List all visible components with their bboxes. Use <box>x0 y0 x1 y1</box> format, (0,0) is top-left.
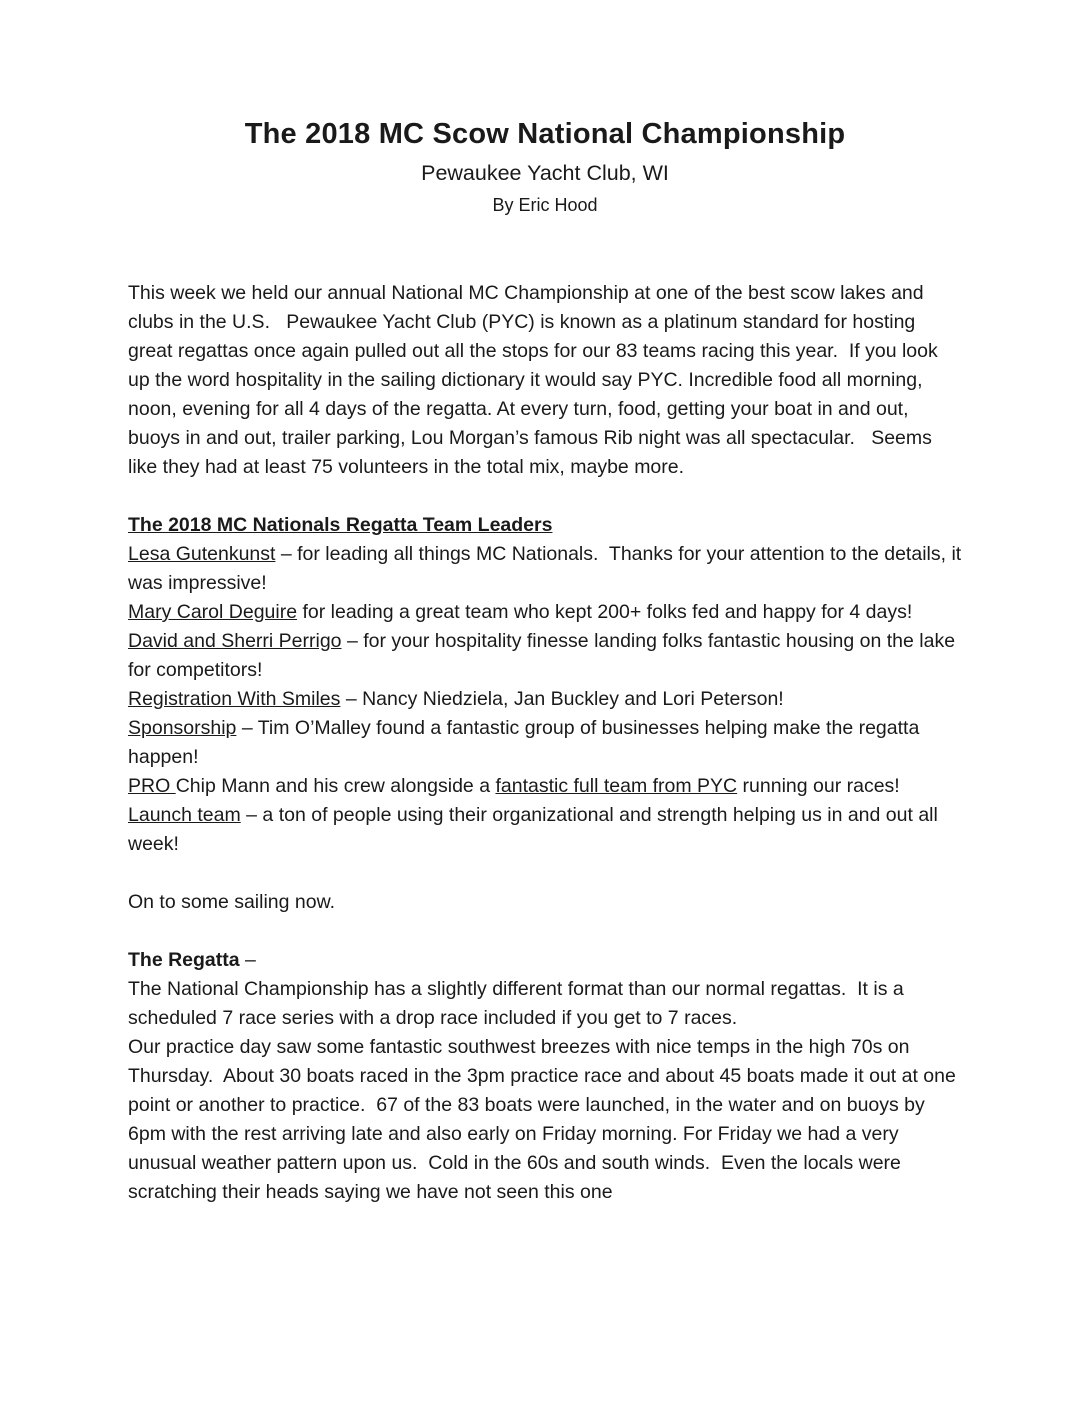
team-leaders-heading: The 2018 MC Nationals Regatta Team Leaders <box>128 514 553 536</box>
leader-name: David and Sherri Perrigo <box>128 630 342 652</box>
regatta-heading-line <box>128 946 962 975</box>
regatta-paragraph-1: The National Championship has a slightly different format than our normal regattas. It is a scheduled 7 race series with a drop race included if you get to 7 races. <box>128 978 910 1029</box>
regatta-heading-dash: – <box>239 949 256 971</box>
leader-item-david-sherri-perrigo <box>128 627 962 685</box>
leader-description: – for your hospitality finesse landing folks fantastic housing on the lake for competitors! <box>128 630 961 681</box>
regatta-heading: The Regatta <box>128 949 240 971</box>
regatta-section <box>128 946 962 1207</box>
leader-name: PRO <box>128 775 176 797</box>
leader-description: Chip Mann and his crew alongside a <box>175 775 496 797</box>
leader-highlight: fantastic full team from PYC <box>495 775 738 797</box>
transition-line: On to some sailing now. <box>128 891 336 913</box>
leader-description-tail: running our races! <box>737 775 900 797</box>
leader-name: Registration With Smiles <box>128 688 341 710</box>
leader-description: – Nancy Niedziela, Jan Buckley and Lori Peterson! <box>340 688 784 710</box>
leader-name: Launch team <box>128 804 241 826</box>
leader-item-launch-team <box>128 801 962 859</box>
leader-name: Mary Carol Deguire <box>128 601 298 623</box>
document-title: The 2018 MC Scow National Championship <box>244 118 846 150</box>
leader-item-lesa-gutenkunst <box>128 540 967 598</box>
leader-item-mary-carol-deguire <box>128 598 962 627</box>
document-subtitle: Pewaukee Yacht Club, WI <box>421 161 669 185</box>
regatta-paragraph-2: Our practice day saw some fantastic southwest breezes with nice temps in the high 70s on Thursday. About 30 boats raced in the 3pm practice race and about 45 boats made it out at one point or another to practice. 67 of the 83 boats were launched, in the water and on buoys by 6pm with the rest arriving late and also early on Friday morning. For Friday we had a very unusual weather pattern upon us. Cold in the 60s and south winds. Even the locals were scratching their heads saying we have not seen this one <box>128 1036 962 1203</box>
leader-description: for leading a great team who kept 200+ folks fed and happy for 4 days! <box>297 601 913 623</box>
leader-description: – a ton of people using their organizational and strength helping us in and out all week! <box>128 804 944 855</box>
leader-item-sponsorship <box>128 714 962 772</box>
document-byline: By Eric Hood <box>492 195 598 215</box>
leader-item-registration <box>128 685 962 714</box>
team-leaders-section <box>128 511 967 859</box>
leader-item-pro <box>128 772 962 801</box>
leader-name: Lesa Gutenkunst <box>128 543 276 565</box>
intro-paragraph: This week we held our annual National MC Championship at one of the best scow lakes and clubs in the U.S. Pewaukee Yacht Club (PYC) is known as a platinum standard for hosting great regattas once again pulled out all the stops for our 83 teams racing this year. If you look up the word hospitality in the sailing dictionary it would say PYC. Incredible food all morning, noon, evening for all 4 days of the regatta. At every turn, food, getting your boat in and out, buoys in and out, trailer parking, Lou Morgan’s famous Rib night was all spectacular. Seems like they had at least 75 volunteers in the total mix, maybe more. <box>128 282 944 478</box>
leader-name: Sponsorship <box>128 717 237 739</box>
leader-description: – for leading all things MC Nationals. Thanks for your attention to the details, it was impressive! <box>128 543 967 594</box>
leader-description: – Tim O’Malley found a fantastic group of businesses helping make the regatta happen! <box>128 717 925 768</box>
